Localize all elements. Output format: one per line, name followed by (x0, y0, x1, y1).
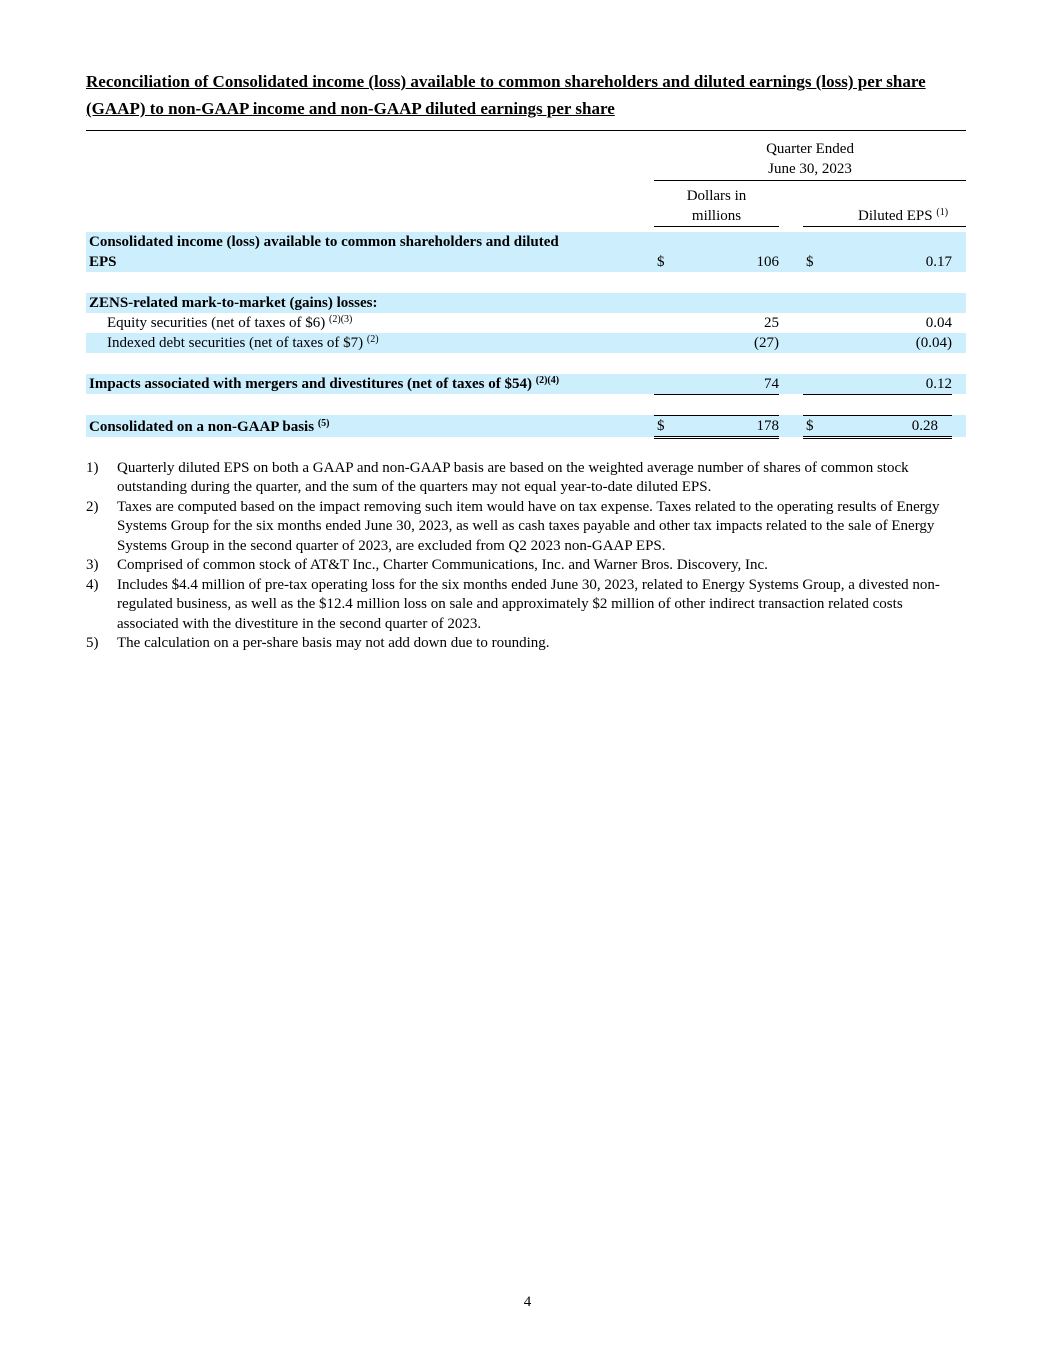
table-row-mergers (86, 374, 966, 395)
dollar-sign: $ (654, 232, 668, 272)
row-label: Indexed debt securities (net of taxes of $7) $^{(2)}$ (86, 333, 654, 353)
dollars-column-header: Dollars in millions (654, 181, 779, 227)
eps-value: 0.04 (925, 314, 953, 331)
dollar-sign: $ (803, 232, 817, 272)
dollars-value: 74 (668, 374, 779, 395)
dollar-sign: $ (654, 415, 668, 437)
row-label: Consolidated income (loss) available to common shareholders and diluted EPS (86, 232, 654, 272)
footnote: 5) The calculation on a per-share basis may not add down due to rounding. (86, 635, 550, 651)
dollars-value: 106 (668, 232, 779, 272)
eps-value: 0.28 (817, 415, 952, 437)
dollar-sign: $ (803, 415, 817, 437)
reconciliation-title: Reconciliation of Consolidated income (loss) available to common shareholders and diluted earnings (loss) per share (GAAP) to non-GAAP income and non-GAAP diluted earnings per share (86, 72, 926, 118)
table-row-zens-header (86, 293, 966, 313)
eps-column-header: Diluted EPS $^{(1)}$ (803, 181, 966, 227)
footnotes (86, 459, 966, 654)
footnote: 1) Quarterly diluted EPS on both a GAAP and non-GAAP basis are based on the weighted average number of shares of common stock outstanding during the quarter, and the sum of the quarters may not equal year-to-date diluted EPS. (86, 459, 909, 495)
table-row-non-gaap (86, 415, 966, 437)
table-row-consolidated-gaap (86, 232, 966, 272)
dollars-value: (27) (668, 333, 779, 353)
eps-value: 0.12 (817, 374, 966, 395)
reconciliation-table (86, 131, 966, 439)
dollars-value: 178 (668, 415, 779, 437)
eps-value: (0.04) (817, 333, 966, 353)
row-label: Impacts associated with mergers and divestitures (net of taxes of $54) $^{(2)(4)}$ (86, 374, 654, 395)
footnote: 3) Comprised of common stock of AT&T Inc., Charter Communications, Inc. and Warner Bros. Discovery, Inc. (86, 557, 768, 573)
period-header-row (86, 131, 966, 181)
footnote: 2) Taxes are computed based on the impact removing such item would have on tax expense. Taxes related to the operating results of Energy Systems Group for the six months ended June 30, 2023, as well as cash taxes payable and other tax impacts related to the sale of Energy Systems Group in the second quarter of 2023, are excluded from Q2 2023 non-GAAP EPS. (86, 498, 940, 554)
table-row-equity-securities (86, 313, 966, 333)
document-page (86, 68, 966, 654)
row-label: Consolidated on a non-GAAP basis $^{(5)}$ (86, 415, 654, 437)
eps-value: 0.17 (817, 232, 966, 272)
footnote: 4) Includes $4.4 million of pre-tax operating loss for the six months ended June 30, 2023, related to Energy Systems Group, a divested non-regulated business, as well as the $12.4 million loss on sale and approximately $2 million of other indirect transaction related costs associated with the divestiture in the second quarter of 2023. (86, 576, 940, 632)
row-label: ZENS-related mark-to-market (gains) losses: (86, 293, 654, 313)
table-row-indexed-debt (86, 333, 966, 353)
period-line-2: June 30, 2023 (768, 161, 852, 177)
period-header (654, 131, 966, 181)
column-header-row (86, 181, 966, 227)
row-label: Equity securities (net of taxes of $6) $^{(2)(3)}$ (107, 313, 353, 331)
page-number: 4 (523, 1294, 532, 1310)
period-line-1: Quarter Ended (766, 141, 854, 157)
dollars-value: 25 (764, 314, 779, 331)
